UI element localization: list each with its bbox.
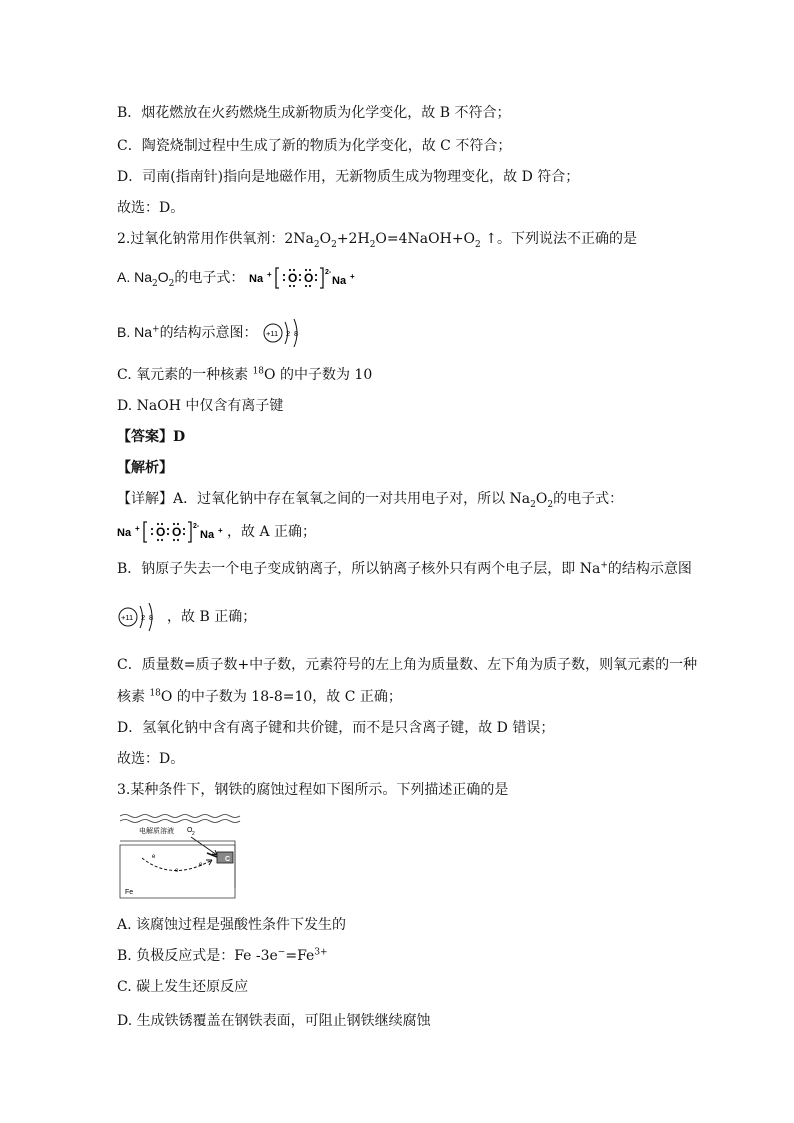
- charge: 2-: [324, 269, 332, 276]
- prev-select: 故选：D。: [117, 200, 185, 216]
- right-bracket: [320, 268, 323, 288]
- q3-option-b: B. 负极反应式是：Fe $-3e^-=Fe^{3+}$: [117, 947, 328, 964]
- svg-text:2-: 2-: [193, 523, 200, 530]
- q3-stem: 3.某种条件下，钢铁的腐蚀过程如下图所示。下列描述正确的是: [117, 782, 509, 798]
- q2-detail-d: D．氢氧化钠中含有离子键和共价键，而不是只含离子键，故 D 错误；: [117, 720, 555, 736]
- q2-option-b: B. Na+的结构示意图： +11 2 8: [117, 316, 312, 350]
- svg-text:2: 2: [141, 613, 146, 622]
- q2-option-c: C. 氧元素的一种核素 $^{18}$O 的中子数为 10: [117, 366, 373, 383]
- na2o2-electron-formula-2: [117, 519, 227, 545]
- prev-option-c-explanation: C．陶瓷烧制过程中生成了新的物质为化学变化，故 C 不符合；: [117, 138, 512, 154]
- q2-analysis-heading: 【解析】: [117, 460, 173, 476]
- q2-detail-c-2: 核素 $^{18}$O 的中子数为 18-8=10，故 C 正确；: [117, 688, 402, 705]
- o2-label: O: [187, 827, 193, 834]
- svg-text:8: 8: [149, 613, 154, 622]
- svg-text:2: 2: [286, 329, 291, 338]
- q2-detail-c-1: C．质量数=质子数+中子数，元素符号的左上角为质量数、左下角为质子数，则氧元素的一种: [117, 657, 698, 673]
- svg-text:e: e: [199, 862, 203, 868]
- svg-text:e: e: [152, 854, 156, 860]
- left-bracket: [276, 268, 279, 288]
- oxygen-1: O: [287, 271, 298, 285]
- svg-text:+11: +11: [121, 613, 134, 622]
- lewis-structure-svg: [249, 265, 359, 291]
- q2-detail-a: 【详解】A．过氧化钠中存在氧氧之间的一对共用电子对，所以 $Na_2O_2$的电子式：: [117, 491, 624, 510]
- na-left: Na: [248, 273, 263, 285]
- carbon-label: C: [225, 856, 231, 863]
- corrosion-diagram: [117, 810, 243, 902]
- q2-detail-a-formula: Na + O O 2- Na + ，故 A 正确；: [117, 519, 316, 545]
- svg-text:8: 8: [294, 329, 299, 338]
- water-surface-1: [120, 815, 240, 818]
- q2-select: 故选：D。: [117, 751, 185, 767]
- water-surface-2: [120, 820, 240, 823]
- svg-text:O: O: [172, 525, 182, 539]
- na2o2-electron-formula: [249, 265, 359, 291]
- svg-text:Na: Na: [117, 527, 132, 539]
- q3-option-c: C. 碳上发生还原反应: [117, 979, 249, 995]
- na-left-plus: +: [266, 270, 272, 279]
- prev-option-b-explanation: B．烟花燃放在火药燃烧生成新物质为化学变化，故 B 不符合；: [117, 105, 511, 121]
- oxygen-2: O: [303, 271, 314, 285]
- prev-option-d-explanation: D．司南(指南针)指向是地磁作用，无新物质生成为物理变化，故 D 符合；: [117, 169, 580, 185]
- q3-option-d: D. 生成铁锈覆盖在钢铁表面，可阻止钢铁继续腐蚀: [117, 1013, 431, 1029]
- svg-text:+: +: [218, 526, 223, 535]
- svg-text:+: +: [135, 524, 140, 533]
- fe-label: Fe: [125, 889, 134, 896]
- q2-option-a: A. $Na_2O_2$的电子式： Na + O O 2- Na +: [117, 265, 359, 291]
- q2-answer: 【答案】D: [117, 429, 186, 445]
- svg-text:Na: Na: [200, 529, 215, 541]
- svg-text:O: O: [156, 525, 166, 539]
- svg-text:2: 2: [192, 831, 195, 837]
- svg-text:+11: +11: [266, 329, 279, 338]
- q2-stem: 2.过氧化钠常用作供氧剂：$2Na_2O_2+2H_2O=4NaOH+O_2$ ↑。下列说法不正确的是: [117, 231, 637, 250]
- q2-option-d: D. NaOH 中仅含有离子键: [117, 398, 284, 414]
- q3-option-a: A. 该腐蚀过程是强酸性条件下发生的: [117, 917, 347, 933]
- na-right-plus: +: [349, 272, 355, 281]
- q2-detail-b-figure: +11 2 8 ，故 B 正确；: [117, 600, 256, 634]
- q2-detail-b: B．钠原子失去一个电子变成钠离子，所以钠离子核外只有两个电子层，即 Na+的结构示意图: [117, 560, 692, 577]
- na-right: Na: [331, 275, 346, 287]
- na-ion-structure-diagram: [262, 316, 312, 350]
- electrolyte-label: 电解质溶液: [139, 827, 174, 835]
- na-ion-structure-diagram-2: [117, 600, 167, 634]
- svg-text:e: e: [175, 868, 179, 874]
